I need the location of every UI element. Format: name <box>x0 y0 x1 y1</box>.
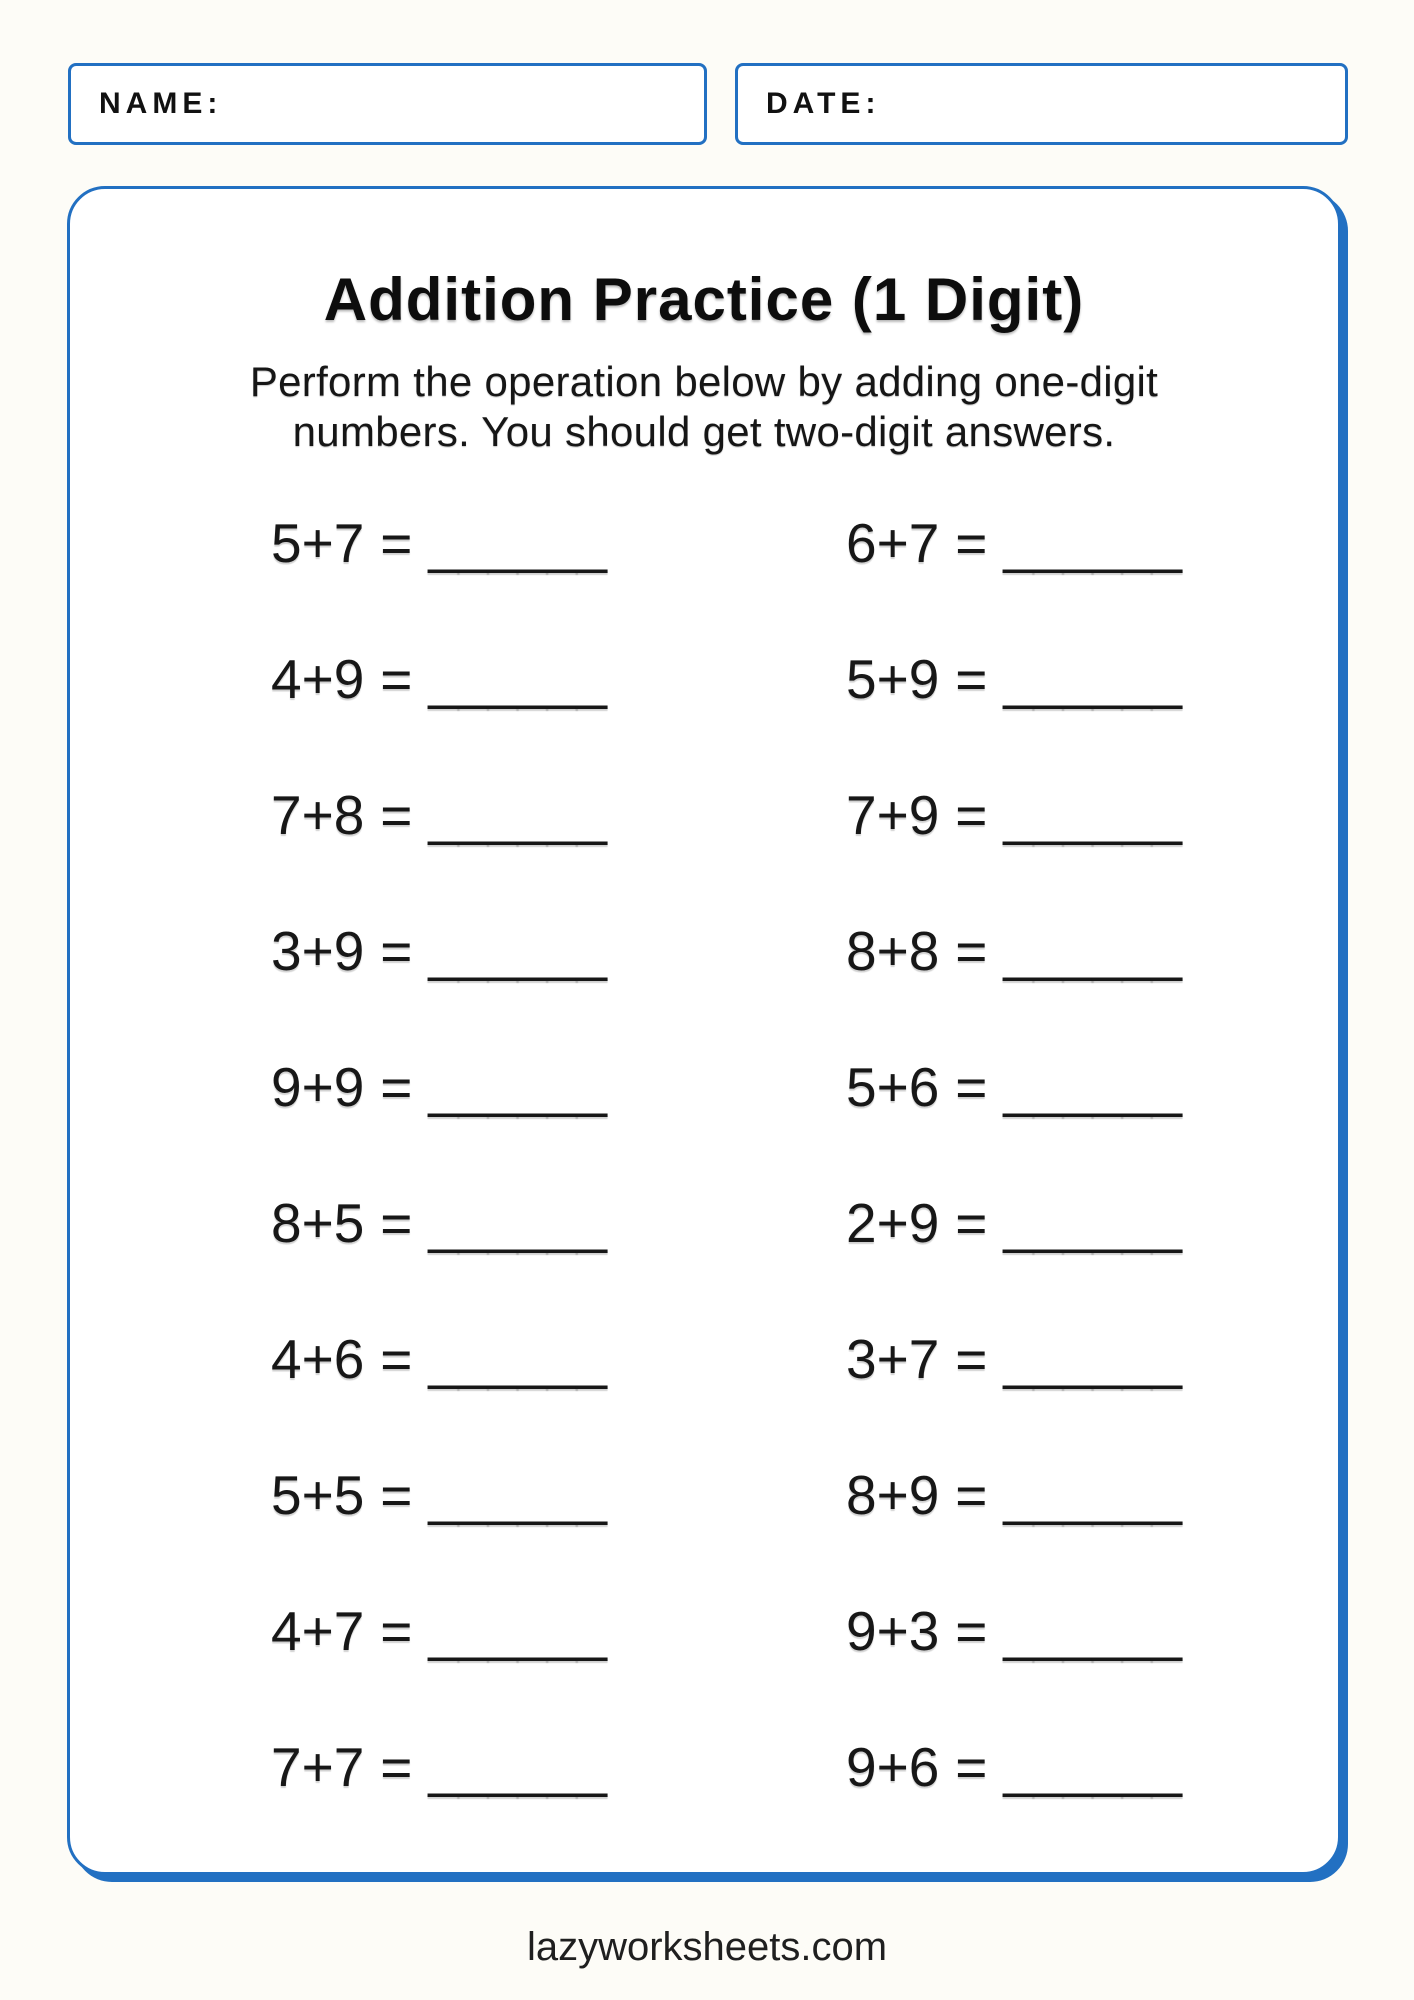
name-label: NAME: <box>99 87 223 120</box>
equals-sign: = <box>955 1464 988 1526</box>
instructions-line-1: Perform the operation below by adding one-digit <box>249 358 1159 405</box>
expression: 3+7 <box>846 1328 940 1390</box>
expression: 7+7 <box>271 1736 365 1798</box>
answer-blank[interactable]: ______ <box>1003 1328 1181 1390</box>
equals-sign: = <box>955 1328 988 1390</box>
expression: 4+6 <box>271 1328 365 1390</box>
equals-sign: = <box>380 512 413 574</box>
problem-r8c2 <box>846 1463 1181 1527</box>
answer-blank[interactable]: ______ <box>428 784 606 846</box>
equals-sign: = <box>380 1736 413 1798</box>
expression: 6+7 <box>846 512 940 574</box>
expression: 5+6 <box>846 1056 940 1118</box>
equals-sign: = <box>955 1192 988 1254</box>
expression: 8+8 <box>846 920 940 982</box>
equals-sign: = <box>955 1600 988 1662</box>
expression: 8+9 <box>846 1464 940 1526</box>
equals-sign: = <box>380 784 413 846</box>
problem-r3c1 <box>271 783 846 847</box>
problem-r9c1 <box>271 1599 846 1663</box>
problem-r8c1 <box>271 1463 846 1527</box>
expression: 5+5 <box>271 1464 365 1526</box>
expression: 7+8 <box>271 784 365 846</box>
equals-sign: = <box>955 1736 988 1798</box>
instructions-line-2: numbers. You should get two-digit answers. <box>292 408 1116 455</box>
problem-r5c2 <box>846 1055 1181 1119</box>
answer-blank[interactable]: ______ <box>1003 784 1181 846</box>
expression: 9+3 <box>846 1600 940 1662</box>
problem-r6c2 <box>846 1191 1181 1255</box>
problem-r9c2 <box>846 1599 1181 1663</box>
equals-sign: = <box>955 784 988 846</box>
problem-r7c1 <box>271 1327 846 1391</box>
answer-blank[interactable]: ______ <box>428 512 606 574</box>
equals-sign: = <box>380 1328 413 1390</box>
expression: 3+9 <box>271 920 365 982</box>
equals-sign: = <box>955 920 988 982</box>
expression: 8+5 <box>271 1192 365 1254</box>
problem-r6c1 <box>271 1191 846 1255</box>
answer-blank[interactable]: ______ <box>428 1736 606 1798</box>
answer-blank[interactable]: ______ <box>1003 512 1181 574</box>
name-field[interactable] <box>68 63 707 145</box>
answer-blank[interactable]: ______ <box>1003 1056 1181 1118</box>
problem-r2c1 <box>271 647 846 711</box>
problem-r7c2 <box>846 1327 1181 1391</box>
problem-r4c2 <box>846 919 1181 983</box>
footer-url: lazyworksheets.com <box>526 1925 888 1969</box>
date-field[interactable] <box>735 63 1348 145</box>
answer-blank[interactable]: ______ <box>428 920 606 982</box>
answer-blank[interactable]: ______ <box>428 1056 606 1118</box>
problem-r10c1 <box>271 1735 846 1799</box>
problem-r5c1 <box>271 1055 846 1119</box>
expression: 9+6 <box>846 1736 940 1798</box>
date-label: DATE: <box>766 87 881 120</box>
answer-blank[interactable]: ______ <box>1003 648 1181 710</box>
expression: 7+9 <box>846 784 940 846</box>
expression: 9+9 <box>271 1056 365 1118</box>
equals-sign: = <box>955 648 988 710</box>
problem-r4c1 <box>271 919 846 983</box>
equals-sign: = <box>380 1192 413 1254</box>
answer-blank[interactable]: ______ <box>1003 1736 1181 1798</box>
answer-blank[interactable]: ______ <box>1003 1192 1181 1254</box>
problem-r2c2 <box>846 647 1181 711</box>
answer-blank[interactable]: ______ <box>1003 920 1181 982</box>
problem-r3c2 <box>846 783 1181 847</box>
expression: 4+7 <box>271 1600 365 1662</box>
expression: 5+9 <box>846 648 940 710</box>
equals-sign: = <box>380 1464 413 1526</box>
equals-sign: = <box>380 648 413 710</box>
expression: 4+9 <box>271 648 365 710</box>
answer-blank[interactable]: ______ <box>1003 1464 1181 1526</box>
answer-blank[interactable]: ______ <box>428 1600 606 1662</box>
problem-r1c1 <box>271 511 846 575</box>
answer-blank[interactable]: ______ <box>428 1192 606 1254</box>
answer-blank[interactable]: ______ <box>428 648 606 710</box>
equals-sign: = <box>380 1600 413 1662</box>
answer-blank[interactable]: ______ <box>428 1464 606 1526</box>
equals-sign: = <box>380 920 413 982</box>
worksheet-title: Addition Practice (1 Digit) <box>323 266 1085 333</box>
worksheet-instructions <box>70 357 1338 457</box>
equals-sign: = <box>955 512 988 574</box>
problem-r10c2 <box>846 1735 1181 1799</box>
problem-r1c2 <box>846 511 1181 575</box>
equals-sign: = <box>955 1056 988 1118</box>
expression: 2+9 <box>846 1192 940 1254</box>
answer-blank[interactable]: ______ <box>1003 1600 1181 1662</box>
answer-blank[interactable]: ______ <box>428 1328 606 1390</box>
equals-sign: = <box>380 1056 413 1118</box>
expression: 5+7 <box>271 512 365 574</box>
worksheet-card <box>67 186 1341 1875</box>
problems-grid <box>271 475 1181 1835</box>
